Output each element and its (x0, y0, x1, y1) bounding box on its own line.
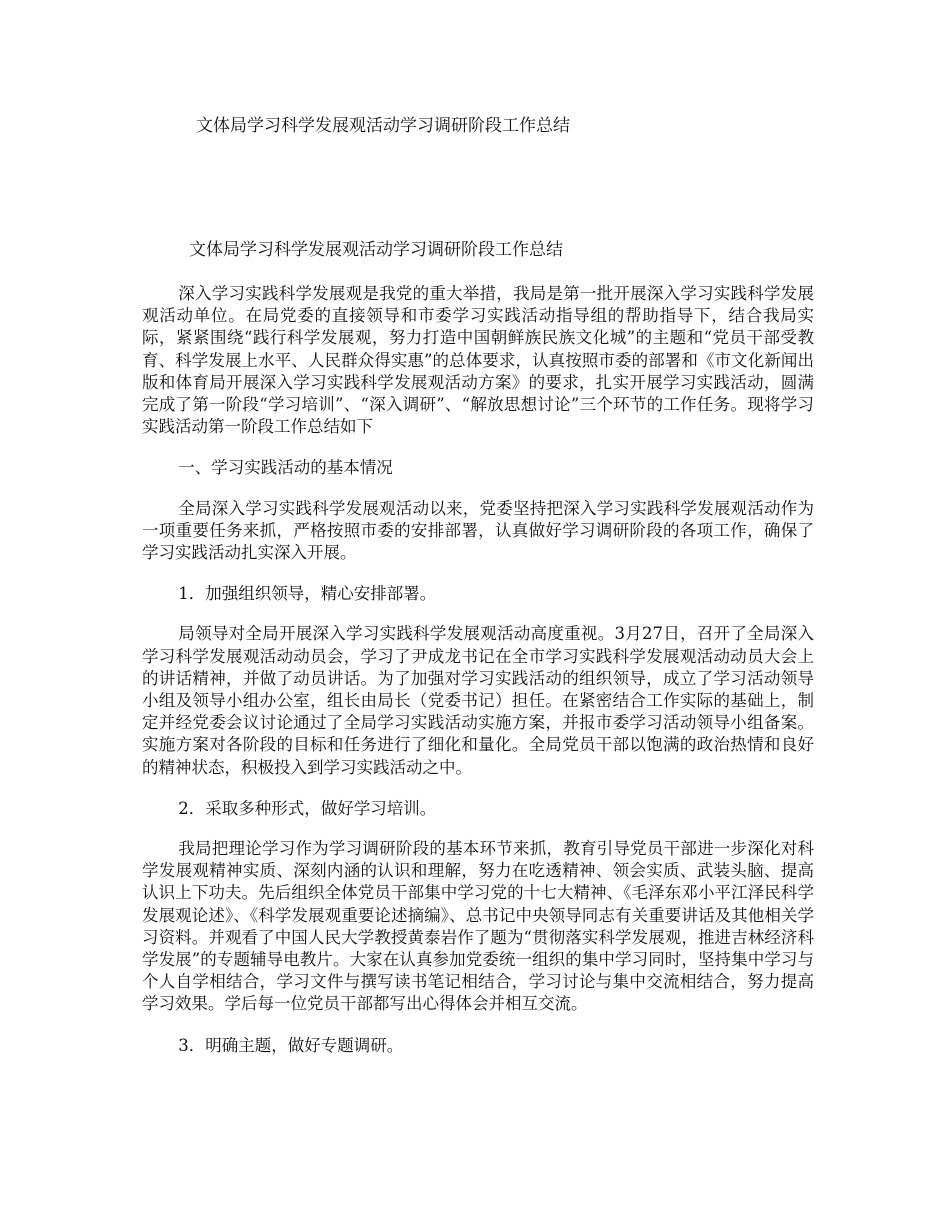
section-heading-1: 一、学习实践活动的基本情况 (178, 458, 393, 478)
subheading-3: 3．明确主题，做好专题调研。 (178, 1035, 404, 1055)
subheading-1: 1．加强组织领导，精心安排部署。 (178, 584, 437, 604)
section-paragraph-1: 全局深入学习实践科学发展观活动以来，党委坚持把深入学习实践科学发展观活动作为一项重要任务来抓，严格按照市委的安排部署，认真做好学习调研阶段的各项工作，确保了学习实践活动扎实深入开展。 (142, 498, 814, 563)
document-body (142, 238, 814, 1075)
subsection-paragraph-2: 我局把理论学习作为学习调研阶段的基本环节来抓，教育引导党员干部进一步深化对科学发展观精神实质、深刻内涵的认识和理解，努力在吃透精神、领会实质、武装头脑、提高认识上下功夫。先后组织全体党员干部集中学习党的十七大精神、《毛泽东邓小平江泽民科学发展观论述》、《科学发展观重要论述摘编》、总书记中央领导同志有关重要讲话及其他相关学习资料。并观看了中国人民大学教授黄泰岩作了题为“贯彻落实科学发展观，推进吉林经济科学发展”的专题辅导电教片。大家在认真参加党委统一组织的集中学习同时，坚持集中学习与个人自学相结合，学习文件与撰写读书笔记相结合，学习讨论与集中交流相结合，努力提高学习效果。学后每一位党员干部都写出心得体会并相互交流。 (142, 839, 814, 1014)
subheading-2: 2．采取多种形式，做好学习培训。 (178, 798, 437, 818)
body-title: 文体局学习科学发展观活动学习调研阶段工作总结 (189, 240, 563, 260)
document-title: 文体局学习科学发展观活动学习调研阶段工作总结 (196, 116, 570, 136)
subsection-paragraph-1: 局领导对全局开展深入学习实践科学发展观活动高度重视。3月27日，召开了全局深入学习科学发展观活动动员会，学习了尹成龙书记在全市学习实践科学发展观活动动员大会上的讲话精神，并做了动员讲话。为了加强对学习实践活动的组织领导，成立了学习活动领导小组及领导小组办公室，组长由局长（党委书记）担任。在紧密结合工作实际的基础上，制定并经党委会议讨论通过了全局学习实践活动实施方案，并报市委学习活动领导小组备案。实施方案对各阶段的目标和任务进行了细化和量化。全局党员干部以饱满的政治热情和良好的精神状态，积极投入到学习实践活动之中。 (142, 624, 814, 777)
intro-paragraph: 深入学习实践科学发展观是我党的重大举措，我局是第一批开展深入学习实践科学发展观活动单位。在局党委的直接领导和市委学习实践活动指导组的帮助指导下，结合我局实际，紧紧围绕“践行科学发展观，努力打造中国朝鲜族民族文化城”的主题和“党员干部受教育、科学发展上水平、人民群众得实惠”的总体要求，认真按照市委的部署和《市文化新闻出版和体育局开展深入学习实践科学发展观活动方案》的要求，扎实开展学习实践活动，圆满完成了第一阶段“学习培训”、“深入调研”、“解放思想讨论”三个环节的工作任务。现将学习实践活动第一阶段工作总结如下 (142, 284, 814, 437)
